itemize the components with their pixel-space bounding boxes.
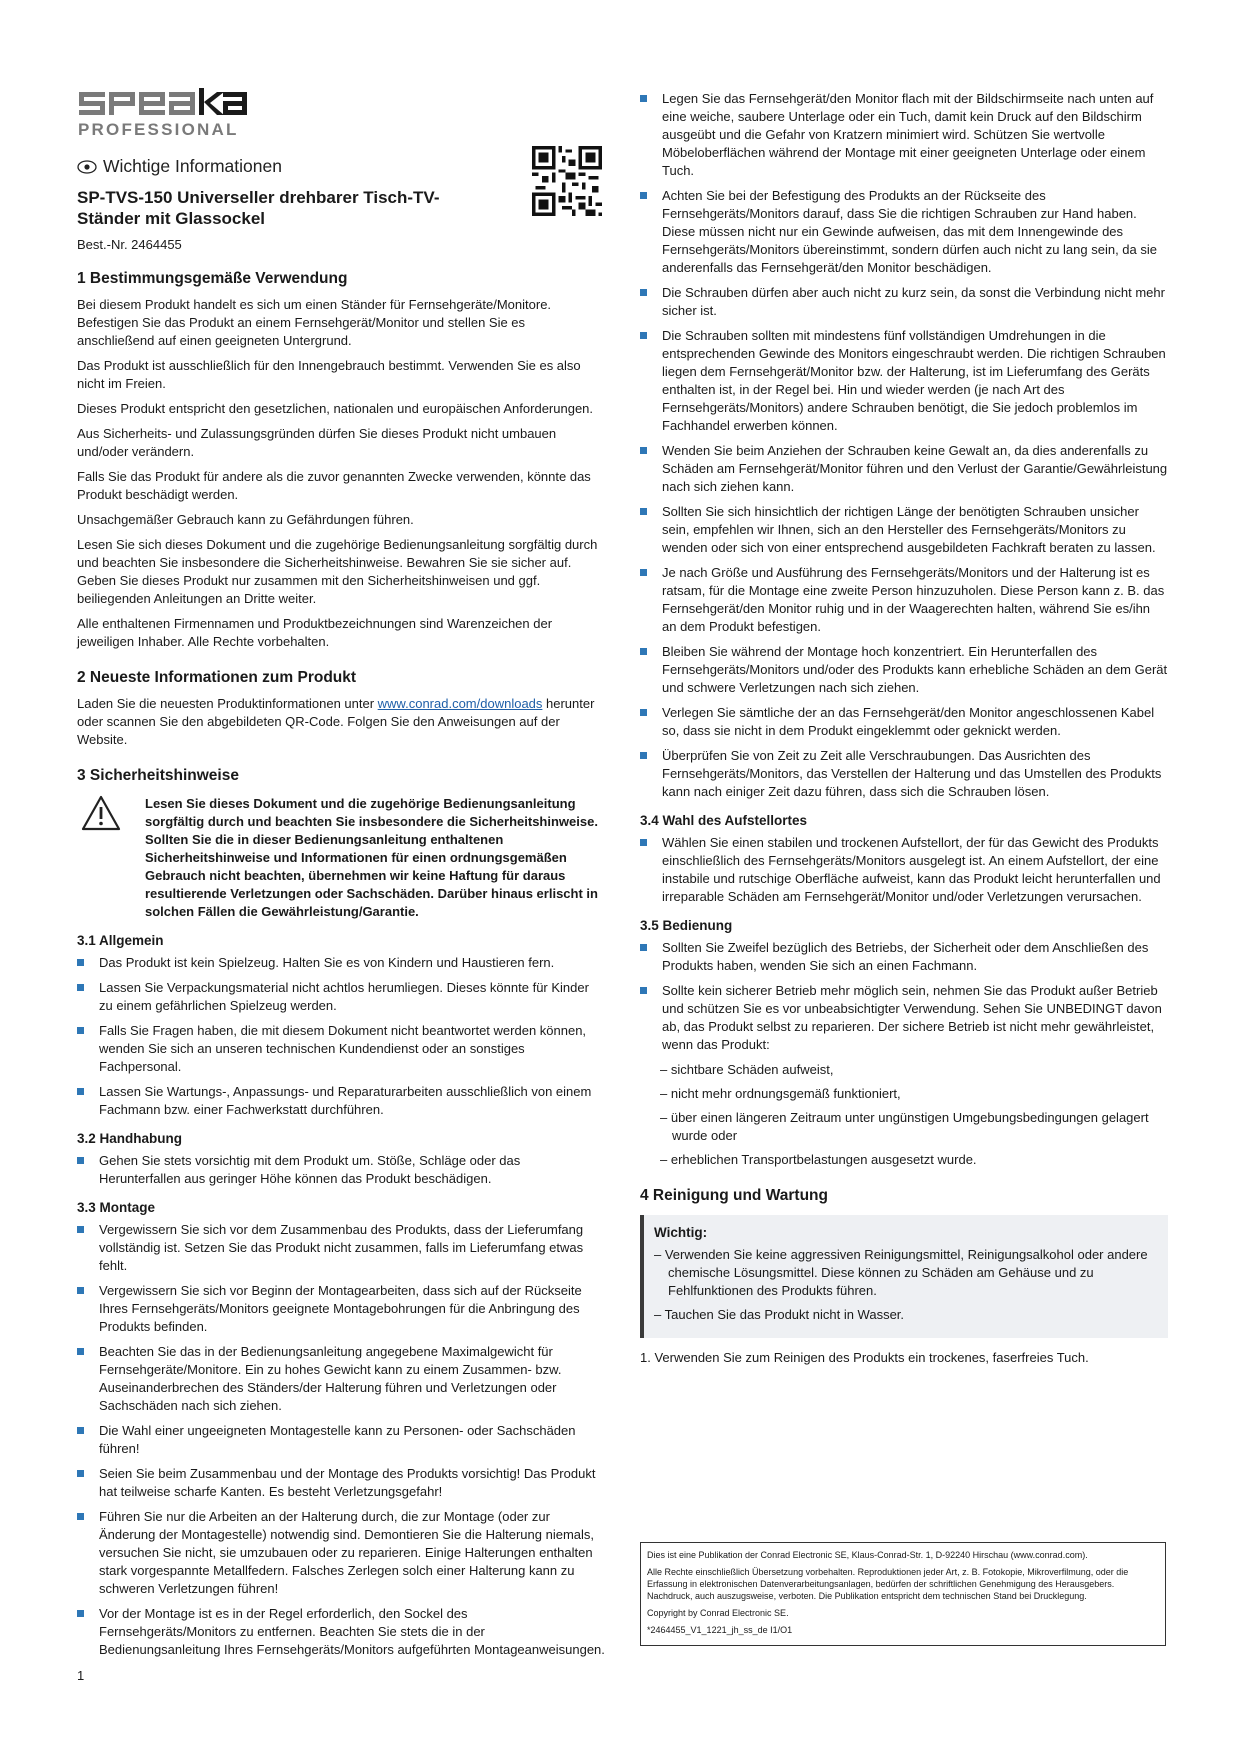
- list-item: – erheblichen Transportbelastungen ausgesetzt wurde.: [660, 1152, 977, 1167]
- section-3-2-heading: 3.2 Handhabung: [77, 1131, 183, 1146]
- bullet-list: [77, 1152, 605, 1188]
- right-column: [640, 90, 1168, 1365]
- list-item: Je nach Größe und Ausführung des Fernsehgeräts/Monitors und der Halterung ist es ratsam, für die Montage eine zweite Person hinzuzuholen. Diese Person kann z. B. das Fernsehgerät/den Monitor ruhig und in der Waagerechten halten, während Sie es/ihn an dem Produkt befestigen.: [640, 564, 1168, 636]
- dash-list: [660, 1061, 1168, 1169]
- list-item: Sollten Sie Zweifel bezüglich des Betriebs, der Sicherheit oder dem Anschließen des Produkts haben, wenden Sie sich an einen Fachmann.: [640, 939, 1168, 975]
- text: Laden Sie die neuesten Produktinformationen unter: [77, 696, 378, 711]
- list-item: Bleiben Sie während der Montage hoch konzentriert. Ein Herunterfallen des Fernsehgeräts/Monitors und/oder des Produkts kann erhebliche Schäden an dem Gerät und schwere Verletzungen nach sich ziehen.: [640, 643, 1168, 697]
- list-item: Das Produkt ist kein Spielzeug. Halten Sie es von Kindern und Haustieren fern.: [77, 954, 605, 972]
- list-item: Wählen Sie einen stabilen und trockenen Aufstellort, der für das Gewicht des Produkts einschließlich des Fernsehgeräts/Monitors ausgelegt ist. An einem Aufstellort, der eine instabile und rutschige Oberfläche aufweist, kann das Produkt leicht herunterfallen und irreparable Schäden am Fernsehgerät/Monitor und/oder Verletzungen verursachen.: [640, 834, 1168, 906]
- article-number: Best.-Nr. 2464455: [77, 237, 182, 252]
- note-list: [654, 1246, 1158, 1324]
- list-item: – über einen längeren Zeitraum unter ungünstigen Umgebungsbedingungen gelagert wurde oder: [660, 1110, 1149, 1143]
- info-label: Wichtige Informationen: [103, 156, 282, 176]
- list-item: Die Schrauben dürfen aber auch nicht zu kurz sein, da sonst die Verbindung nicht mehr sicher ist.: [640, 284, 1168, 320]
- paragraph: Lesen Sie sich dieses Dokument und die zugehörige Bedienungsanleitung sorgfältig durch und beachten Sie insbesondere die Sicherheitshinweise. Bewahren Sie sie sicher auf. Geben Sie dieses Produkt nur zusammen mit den Sicherheitshinweisen und ggf. beiliegenden Anleitungen an Dritte weiter.: [77, 537, 598, 606]
- cleaning-step: 1. Verwenden Sie zum Reinigen des Produkts ein trockenes, faserfreies Tuch.: [640, 1350, 1089, 1365]
- bullet-list: [77, 954, 605, 1119]
- imprint-box: [640, 1542, 1166, 1646]
- list-item: – sichtbare Schäden aufweist,: [660, 1062, 834, 1077]
- paragraph: Alle enthaltenen Firmennamen und Produktbezeichnungen sind Warenzeichen der jeweiligen Inhaber. Alle Rechte vorbehalten.: [77, 616, 553, 649]
- section-3-3-heading: 3.3 Montage: [77, 1200, 156, 1215]
- paragraph: Das Produkt ist ausschließlich für den Innengebrauch bestimmt. Verwenden Sie es also nicht im Freien.: [77, 358, 581, 391]
- section-4-heading: 4 Reinigung und Wartung: [640, 1187, 828, 1204]
- list-item: Lassen Sie Verpackungsmaterial nicht achtlos herumliegen. Dieses könnte für Kinder zu einem gefährlichen Spielzeug werden.: [77, 979, 605, 1015]
- list-item: Vor der Montage ist es in der Regel erforderlich, den Sockel des Fernsehgeräts/Monitors zu entfernen. Beachten Sie stets die in der Bedienungsanleitung Ihres Fernsehgeräts/Monitors aufgeführten Montageanweisungen.: [77, 1605, 605, 1659]
- info-line: [77, 156, 605, 177]
- section-3-5-heading: 3.5 Bedienung: [640, 918, 733, 933]
- paragraph: Unsachgemäßer Gebrauch kann zu Gefährdungen führen.: [77, 512, 414, 527]
- list-item: Die Schrauben sollten mit mindestens fünf vollständigen Umdrehungen in die entsprechenden Gewinde des Monitors eingeschraubt werden. Die richtigen Schrauben liegen dem Fernsehgerät/Monitor bzw. der Halterung, ist im Lieferumfang des Geräts enthalten ist, in der Regel bei. Hin und wieder werden (je nach Art des Fernsehgeräts/Monitors) andere Schrauben benötigt, die Sie jedoch problemlos im Fachhandel erwerben können.: [640, 327, 1168, 435]
- paragraph: Bei diesem Produkt handelt es sich um einen Ständer für Fernsehgeräte/Monitore. Befestigen Sie das Produkt an einem Fernsehgerät/Monitor und stellen Sie es anschließend auf einen geeigneten Untergrund.: [77, 297, 552, 348]
- section-3-heading: 3 Sicherheitshinweise: [77, 767, 239, 784]
- list-item: – Verwenden Sie keine aggressiven Reinigungsmittel, Reinigungsalkohol oder andere chemische Lösungsmittel. Diese können zu Schäden am Gehäuse und zu Fehlfunktionen des Produkts führen.: [654, 1247, 1148, 1298]
- list-item: Verlegen Sie sämtliche der an das Fernsehgerät/den Monitor angeschlossenen Kabel so, dass sie nicht in dem Produkt eingeklemmt oder geknickt werden.: [640, 704, 1168, 740]
- list-item: Sollten Sie sich hinsichtlich der richtigen Länge der benötigten Schrauben unsicher sein, empfehlen wir Ihnen, sich an den Hersteller des Fernsehgeräts/Monitors zu wenden oder sich von einer entsprechend ausgebildeten Fachkraft beraten zu lassen.: [640, 503, 1168, 557]
- list-item: – nicht mehr ordnungsgemäß funktioniert,: [660, 1086, 901, 1101]
- imprint-line: Dies ist eine Publikation der Conrad Electronic SE, Klaus-Conrad-Str. 1, D-92240 Hirschau (www.conrad.com).: [647, 1550, 1088, 1560]
- list-item: Überprüfen Sie von Zeit zu Zeit alle Verschraubungen. Das Ausrichten des Fernsehgeräts/Monitors, das Verstellen der Halterung und das Umstellen des Produkts kann nach einiger Zeit dazu führen, dass sich die Schrauben lösen.: [640, 747, 1168, 801]
- paragraph: Aus Sicherheits- und Zulassungsgründen dürfen Sie dieses Produkt nicht umbauen und/oder verändern.: [77, 426, 557, 459]
- section-3-4-heading: 3.4 Wahl des Aufstellortes: [640, 813, 808, 828]
- section-2-heading: 2 Neueste Informationen zum Produkt: [77, 669, 357, 686]
- list-item: Führen Sie nur die Arbeiten an der Halterung durch, die zur Montage (oder zur Änderung der Montagestelle) notwendig sind. Demontieren Sie die Halterung niemals, versuchen Sie nicht, sie umzubauen oder zu reparieren. Einige Halterungen enthalten stark vorgespannte Metallfedern. Falsches Zerlegen solch einer Halterung kann zu schweren Verletzungen führen!: [77, 1508, 605, 1598]
- warning-triangle-icon: [81, 795, 121, 831]
- logo-subtitle: PROFESSIONAL: [78, 120, 239, 139]
- list-item: Sollte kein sicherer Betrieb mehr möglich sein, nehmen Sie das Produkt außer Betrieb und schützen Sie es vor unbeabsichtigter Verwendung. Sehen Sie UNBEDINGT davon ab, das Produkt selbst zu reparieren. Der sichere Betrieb ist nicht mehr gewährleistet, wenn das Produkt:: [640, 982, 1168, 1054]
- text: herunter oder scannen Sie den abgebildeten QR-Code. Folgen Sie den Anweisungen auf der Website.: [77, 696, 595, 747]
- bullet-list: [640, 90, 1168, 801]
- list-item: Falls Sie Fragen haben, die mit diesem Dokument nicht beantwortet werden können, wenden Sie sich an unseren technischen Kundendienst oder an sonstiges Fachpersonal.: [77, 1022, 605, 1076]
- bullet-list: [640, 939, 1168, 1054]
- paragraph: Falls Sie das Produkt für andere als die zuvor genannten Zwecke verwenden, könnte das Produkt beschädigt werden.: [77, 469, 591, 502]
- speaka-professional-logo: [77, 88, 249, 140]
- list-item: Beachten Sie das in der Bedienungsanleitung angegebene Maximalgewicht für Fernsehgeräte/Monitore. Ein zu hohes Gewicht kann zu einem Zusammen- bzw. Auseinanderbrechen des Ständers/der Halterung führen und Verletzungen oder Sachschäden nach sich ziehen.: [77, 1343, 605, 1415]
- list-item: – Tauchen Sie das Produkt nicht in Wasser.: [654, 1307, 905, 1322]
- list-item: Vergewissern Sie sich vor Beginn der Montagearbeiten, dass sich auf der Rückseite Ihres Fernsehgeräts/Monitors geeignete Montagebohrungen für die Anbringung des Produkts befinden.: [77, 1282, 605, 1336]
- warning-box: [81, 795, 605, 921]
- list-item: Legen Sie das Fernsehgerät/den Monitor flach mit der Bildschirmseite nach unten auf eine weiche, saubere Unterlage oder ein Tuch, damit kein Druck auf den Bildschirm ausgeübt und die Gefahr von Kratzern minimiert wird. Schützen Sie wertvolle Möbeloberflächen während der Montage mit einer geeigneten Unterlage oder einem Tuch.: [640, 90, 1168, 180]
- list-item: Gehen Sie stets vorsichtig mit dem Produkt um. Stöße, Schläge oder das Herunterfallen aus geringer Höhe können das Produkt beschädigen.: [77, 1152, 605, 1188]
- paragraph: Dieses Produkt entspricht den gesetzlichen, nationalen und europäischen Anforderungen.: [77, 401, 594, 416]
- imprint-line: *2464455_V1_1221_jh_ss_de I1/O1: [647, 1625, 793, 1635]
- bullet-list: [640, 834, 1168, 906]
- section-1-heading: 1 Bestimmungsgemäße Verwendung: [77, 270, 348, 287]
- list-item: Lassen Sie Wartungs-, Anpassungs- und Reparaturarbeiten ausschließlich von einem Fachmann bzw. einer Fachwerkstatt durchführen.: [77, 1083, 605, 1119]
- list-item: Wenden Sie beim Anziehen der Schrauben keine Gewalt an, da dies anderenfalls zu Schäden am Fernsehgerät/Monitor führen und den Verlust der Garantie/Gewährleistung nach sich ziehen kann.: [640, 442, 1168, 496]
- warning-text: Lesen Sie dieses Dokument und die zugehörige Bedienungsanleitung sorgfältig durch und beachten Sie insbesondere die Sicherheitshinweise. Sollten Sie die in dieser Bedienungsanleitung enthaltenen Sicherheitshinweise und Informationen für einen ordnungsgemäßen Gebrauch nicht beachten, übernehmen wir keine Haftung für daraus resultierende Verletzungen oder Sachschäden. Darüber hinaus erlischt in solchen Fällen die Gewährleistung/Garantie.: [145, 796, 598, 919]
- eye-icon: [77, 160, 97, 174]
- page-number: 1: [77, 1668, 85, 1683]
- imprint-line: Copyright by Conrad Electronic SE.: [647, 1608, 789, 1618]
- qr-code: [532, 146, 602, 216]
- paragraph: [77, 695, 605, 749]
- note-title: Wichtig:: [654, 1225, 708, 1240]
- list-item: Vergewissern Sie sich vor dem Zusammenbau des Produkts, dass der Lieferumfang vollständig ist. Setzen Sie das Produkt nicht zusammen, falls im Lieferumfang etwas fehlt.: [77, 1221, 605, 1275]
- imprint-line: Alle Rechte einschließlich Übersetzung vorbehalten. Reproduktionen jeder Art, z. B. Fotokopie, Mikroverfilmung, oder die Erfassung in elektronischen Datenverarbeitungsanlagen, bedürfen der schriftlichen Genehmigung des Herausgebers. Nachdruck, auch auszugsweise, verboten. Die Publikation entspricht dem technischen Stand bei Drucklegung.: [647, 1567, 1129, 1601]
- left-column: [77, 88, 605, 1666]
- document-title: SP-TVS-150 Universeller drehbarer Tisch-TV-Ständer mit Glassockel: [77, 188, 440, 228]
- bullet-list: [77, 1221, 605, 1659]
- list-item: Seien Sie beim Zusammenbau und der Montage des Produkts vorsichtig! Das Produkt hat teilweise scharfe Kanten. Es besteht Verletzungsgefahr!: [77, 1465, 605, 1501]
- list-item: Die Wahl einer ungeeigneten Montagestelle kann zu Personen- oder Sachschäden führen!: [77, 1422, 605, 1458]
- section-3-1-heading: 3.1 Allgemein: [77, 933, 164, 948]
- important-note: [640, 1215, 1168, 1338]
- downloads-link[interactable]: www.conrad.com/downloads: [377, 696, 543, 711]
- list-item: Achten Sie bei der Befestigung des Produkts an der Rückseite des Fernsehgeräts/Monitors darauf, dass Sie die richtigen Schrauben zur Hand haben. Diese müssen nicht nur ein Gewinde aufweisen, das mit dem Innengewinde des Fernsehgeräts/Monitors übereinstimmt, sondern dürfen auch nicht zu lang sein, da sie anderenfalls das Fernsehgerät/den Monitor beschädigen.: [640, 187, 1168, 277]
